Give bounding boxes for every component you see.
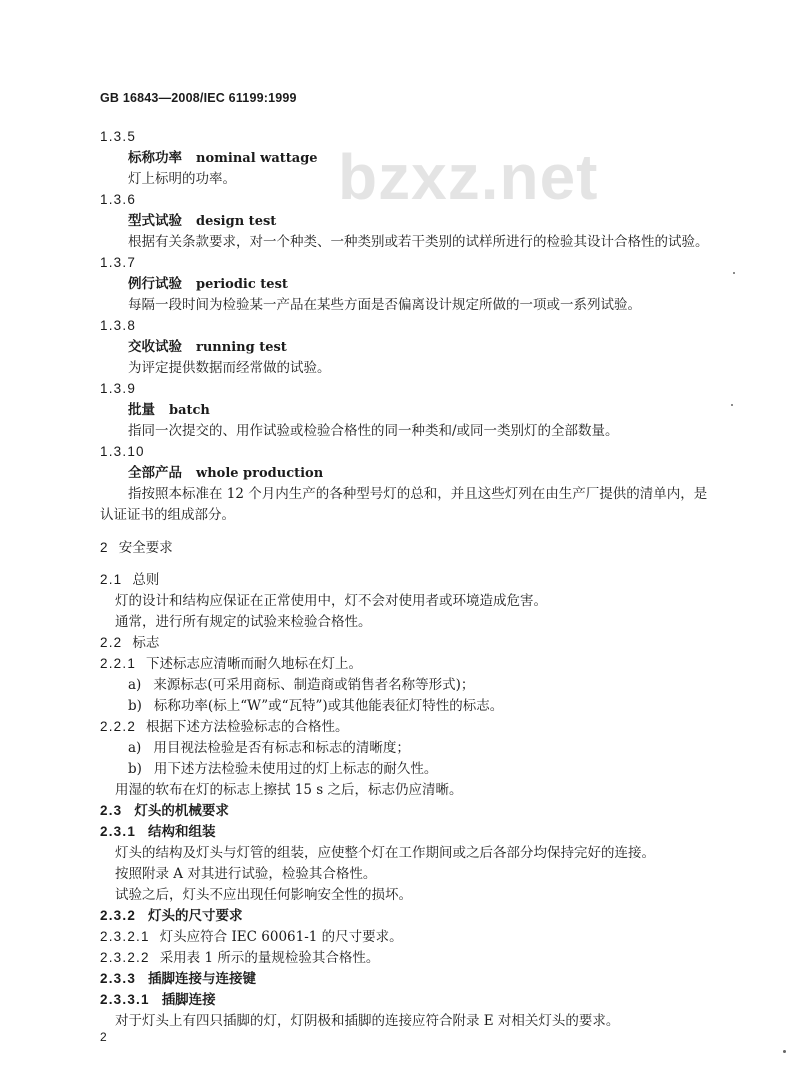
term-number: 1.3.9 [100, 381, 137, 396]
scan-speck [731, 404, 733, 406]
subclause-number: 2.3.2 [100, 908, 137, 923]
scan-speck [733, 272, 735, 274]
list-item [128, 738, 410, 758]
list-text: 来源标志(可采用商标、制造商或销售者名称等形式)； [153, 677, 475, 693]
term-number: 1.3.7 [100, 255, 137, 270]
list-label: b) [128, 698, 142, 714]
paragraph: 灯头的结构及灯头与灯管的组装，应使整个灯在工作期间或之后各部分均保持完好的连接。 [115, 845, 655, 861]
term-en: running test [196, 340, 287, 355]
subclause [100, 717, 349, 737]
term-number: 1.3.6 [100, 192, 137, 207]
term-number: 1.3.10 [100, 444, 145, 459]
term-definition-continued: 认证证书的组成部分。 [100, 507, 235, 523]
term-en: design test [196, 214, 277, 229]
term-title [128, 211, 276, 232]
term-definition: 指同一次提交的、用作试验或检验合格性的同一种类和/或同一类别灯的全部数量。 [128, 423, 619, 439]
list-text: 用目视法检验是否有标志和标志的清晰度； [153, 740, 410, 756]
clause-heading [100, 801, 229, 821]
subclause-heading [100, 990, 216, 1010]
term-title [128, 337, 287, 358]
subclause-text: 根据下述方法检验标志的合格性。 [146, 719, 349, 735]
list-item [128, 675, 474, 695]
subclause-text: 灯头应符合 IEC 60061-1 的尺寸要求。 [159, 929, 403, 945]
term-en: nominal wattage [196, 151, 318, 166]
term-definition: 指按照本标准在 12 个月内生产的各种型号灯的总和，并且这些灯列在由生产厂提供的清单内，是 [128, 486, 708, 502]
scan-speck [783, 1050, 786, 1053]
subclause-title: 插脚连接 [161, 992, 216, 1008]
term-title [128, 400, 210, 421]
subclause-heading [100, 906, 243, 926]
subclause-number: 2.3.1 [100, 824, 137, 839]
term-definition: 灯上标明的功率。 [128, 171, 236, 187]
term-zh: 全部产品 [128, 465, 182, 481]
section-number: 2 [100, 540, 109, 555]
term-en: whole production [196, 466, 324, 481]
clause-heading [100, 570, 159, 590]
section-heading [100, 538, 173, 558]
term-definition: 为评定提供数据而经常做的试验。 [128, 360, 331, 376]
list-text: 用下述方法检验未使用过的灯上标志的耐久性。 [153, 761, 438, 777]
clause-heading [100, 633, 159, 653]
term-zh: 批量 [128, 402, 155, 418]
subclause-number: 2.3.2.1 [100, 929, 150, 944]
subclause [100, 948, 379, 968]
paragraph: 用湿的软布在灯的标志上擦拭 15 s 之后，标志仍应清晰。 [115, 782, 463, 798]
subclause-title: 灯头的尺寸要求 [148, 908, 243, 924]
clause-number: 2.2 [100, 635, 123, 650]
list-label: b) [128, 761, 142, 777]
clause-title: 灯头的机械要求 [134, 803, 229, 819]
paragraph: 按照附录 A 对其进行试验，检验其合格性。 [115, 866, 377, 882]
term-title [128, 148, 318, 169]
subclause [100, 927, 403, 947]
term-title [128, 274, 288, 295]
clause-title: 标志 [132, 635, 160, 651]
paragraph: 灯的设计和结构应保证在正常使用中，灯不会对使用者或环境造成危害。 [115, 593, 547, 609]
paragraph: 对于灯头上有四只插脚的灯，灯阴极和插脚的连接应符合附录 E 对相关灯头的要求。 [115, 1013, 620, 1029]
standard-header: GB 16843—2008/IEC 61199:1999 [100, 91, 297, 105]
term-definition: 每隔一段时间为检验某一产品在某些方面是否偏离设计规定所做的一项或一系列试验。 [128, 297, 641, 313]
subclause-text: 下述标志应清晰而耐久地标在灯上。 [146, 656, 363, 672]
term-number: 1.3.5 [100, 129, 137, 144]
clause-number: 2.1 [100, 572, 123, 587]
term-definition: 根据有关条款要求，对一个种类、一种类别或若干类别的试样所进行的检验其设计合格性的试验。 [128, 234, 709, 250]
subclause-number: 2.3.2.2 [100, 950, 150, 965]
subclause [100, 654, 362, 674]
term-number: 1.3.8 [100, 318, 137, 333]
paragraph: 试验之后，灯头不应出现任何影响安全性的损坏。 [115, 887, 412, 903]
term-zh: 型式试验 [128, 213, 182, 229]
watermark: bzxz.net [338, 141, 599, 213]
list-label: a) [128, 677, 142, 693]
page-number: 2 [100, 1030, 107, 1044]
term-zh: 交收试验 [128, 339, 182, 355]
clause-title: 总则 [132, 572, 160, 588]
section-title: 安全要求 [118, 540, 173, 556]
term-zh: 例行试验 [128, 276, 182, 292]
subclause-title: 结构和组装 [148, 824, 216, 840]
list-label: a) [128, 740, 142, 756]
list-item [128, 696, 503, 716]
subclause-number: 2.3.3 [100, 971, 137, 986]
subclause-number: 2.3.3.1 [100, 992, 150, 1007]
list-text: 标称功率(标上“W”或“瓦特”)或其他能表征灯特性的标志。 [153, 698, 504, 714]
term-zh: 标称功率 [128, 150, 182, 166]
subclause-heading [100, 969, 256, 989]
term-en: periodic test [196, 277, 288, 292]
subclause-number: 2.2.1 [100, 656, 137, 671]
term-title [128, 463, 323, 484]
subclause-text: 采用表 1 所示的量规检验其合格性。 [159, 950, 380, 966]
paragraph: 通常，进行所有规定的试验来检验合格性。 [115, 614, 372, 630]
subclause-heading [100, 822, 216, 842]
subclause-title: 插脚连接与连接键 [148, 971, 257, 987]
term-en: batch [169, 403, 210, 418]
subclause-number: 2.2.2 [100, 719, 137, 734]
list-item [128, 759, 437, 779]
clause-number: 2.3 [100, 803, 123, 818]
